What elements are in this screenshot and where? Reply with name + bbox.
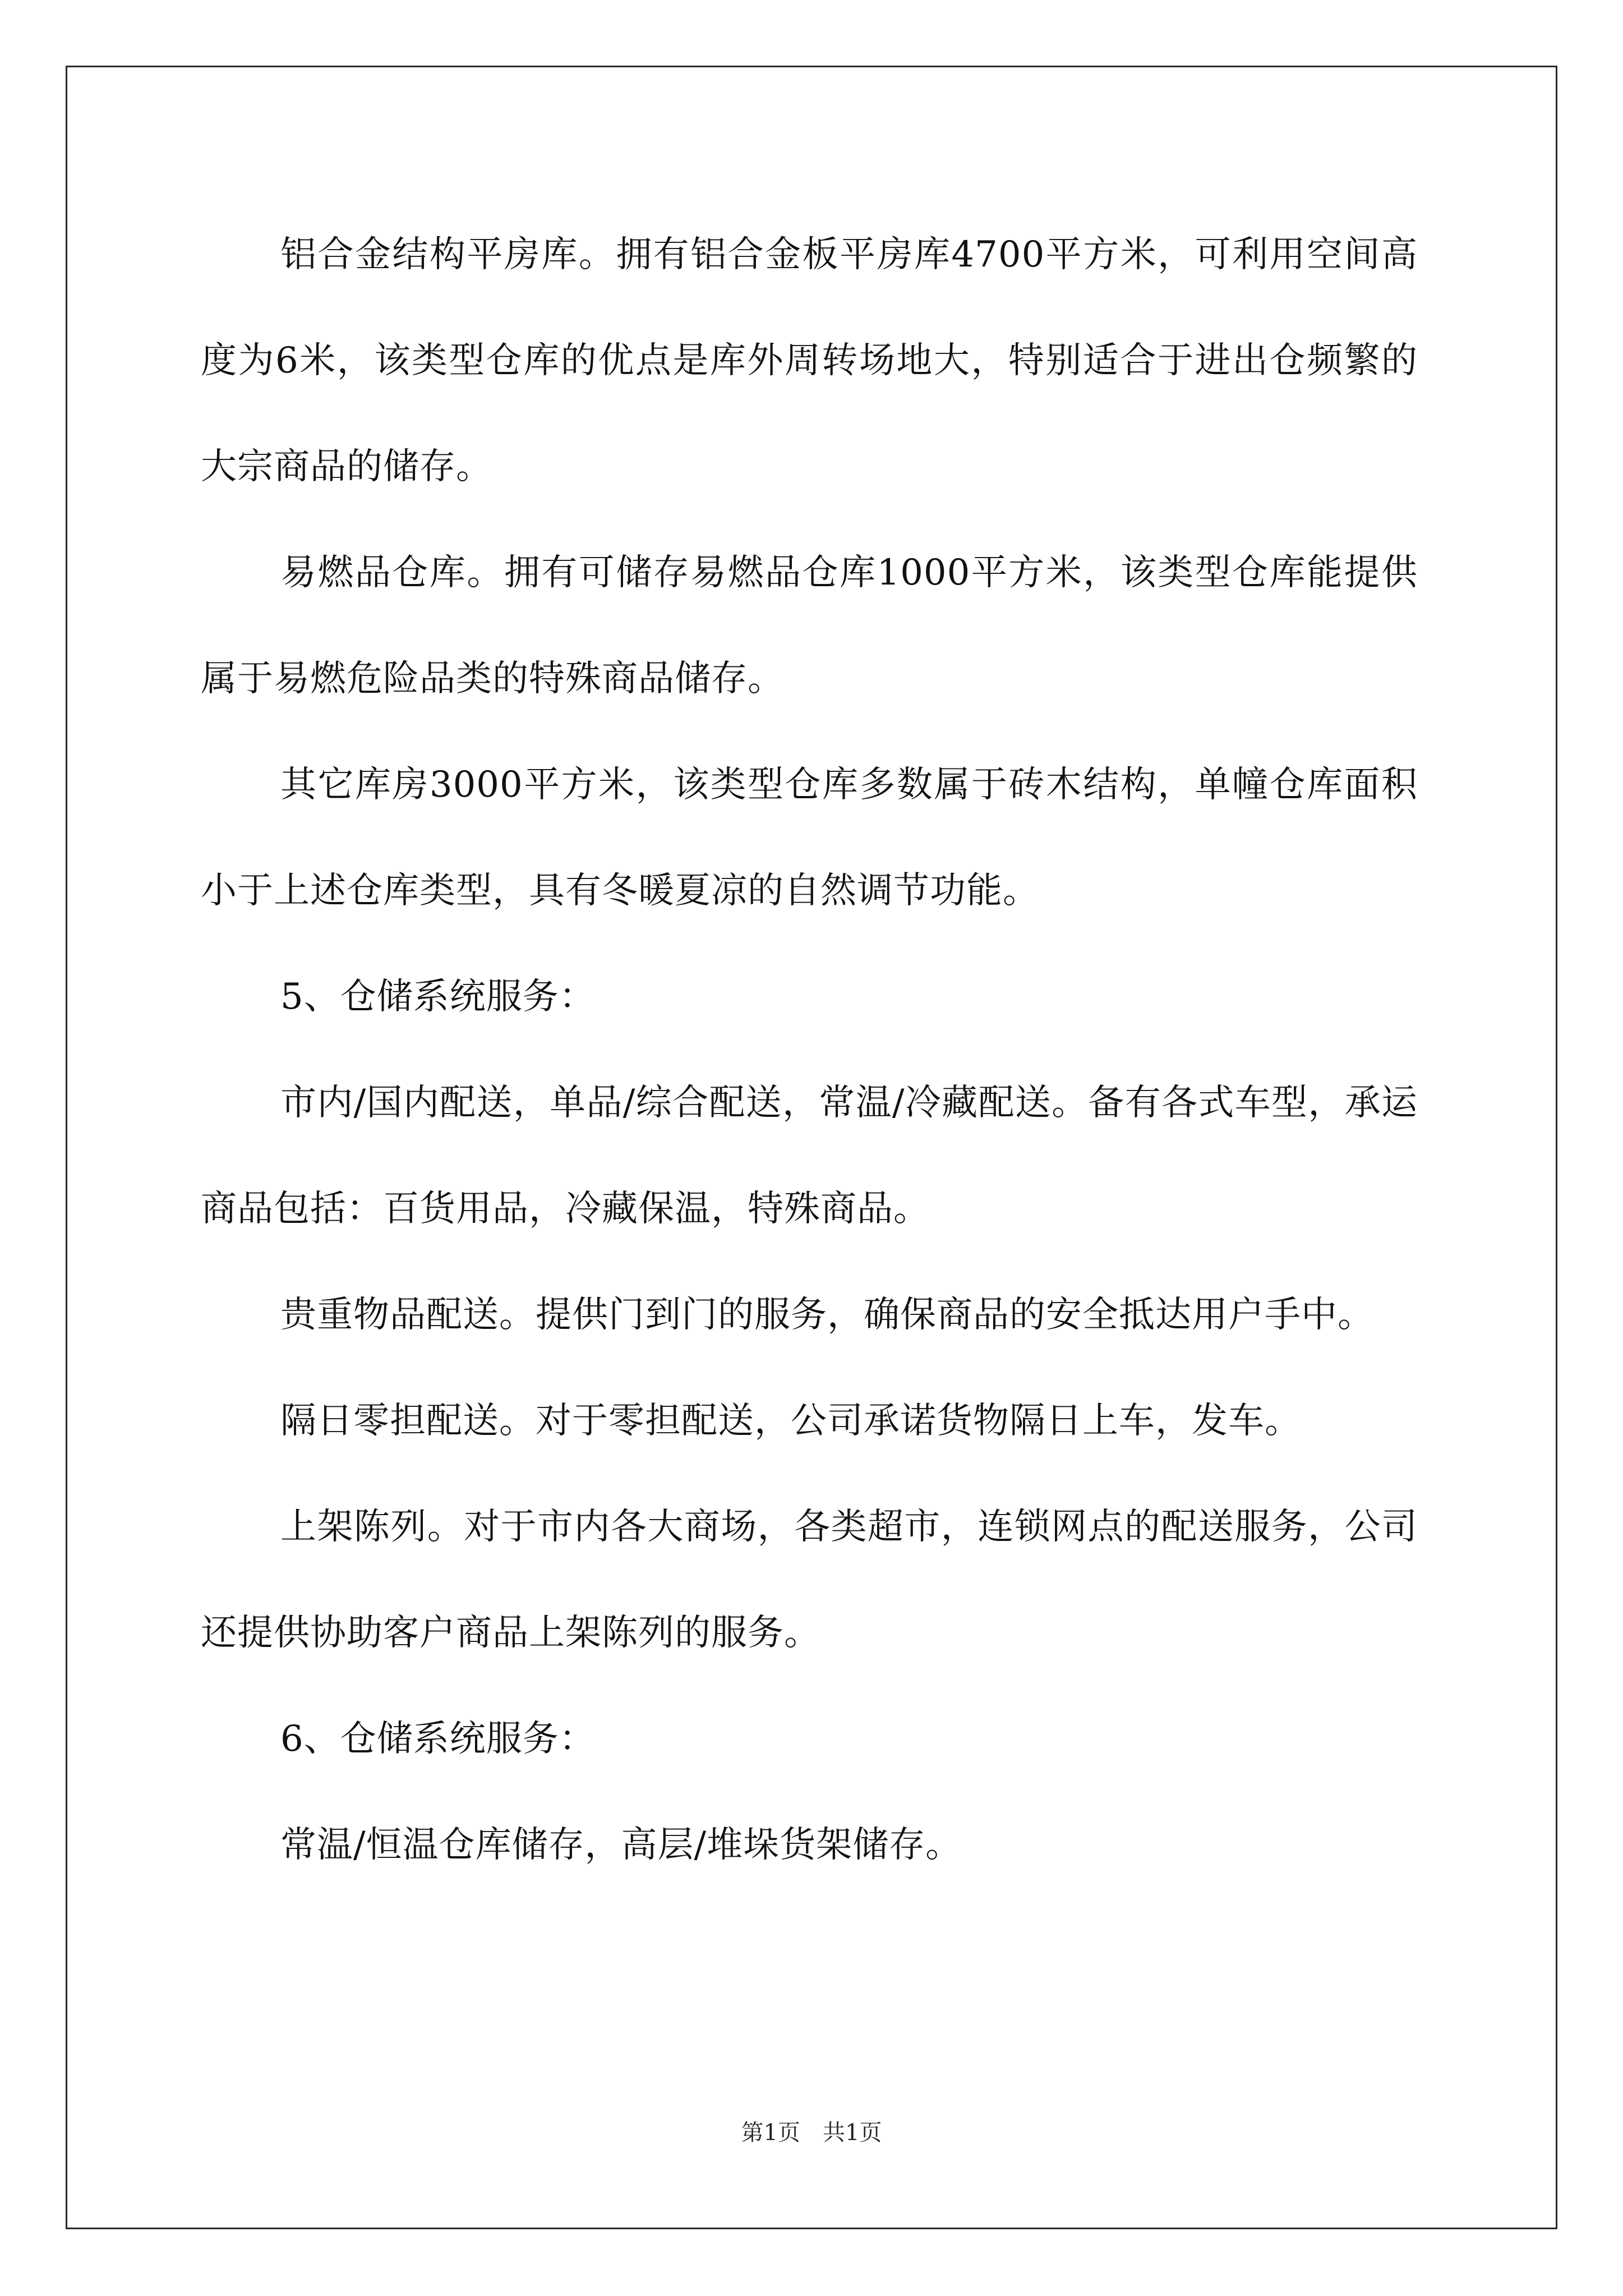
paragraph-storage-types: 常温/恒温仓库储存，高层/堆垛货架储存。 — [280, 1824, 962, 1866]
paragraph-aluminum-warehouse: 铝合金结构平房库。拥有铝合金板平房库4700平方米，可利用空间高度为6米，该类型仓库的优点是库外周转场地大，特别适合于进出仓频繁的大宗商品的储存。 — [201, 234, 1418, 487]
paragraph-ltl-delivery: 隔日零担配送。对于零担配送，公司承诺货物隔日上车，发车。 — [280, 1400, 1301, 1442]
heading-section-5: 5、仓储系统服务： — [280, 976, 596, 1018]
heading-section-6: 6、仓储系统服务： — [280, 1718, 596, 1760]
paragraph-valuables-delivery: 贵重物品配送。提供门到门的服务，确保商品的安全抵达用户手中。 — [280, 1294, 1374, 1336]
paragraph-shelf-display: 上架陈列。对于市内各大商场，各类超市，连锁网点的配送服务，公司还提供协助客户商品上架陈列的服务。 — [201, 1506, 1418, 1654]
paragraph-delivery-services: 市内/国内配送，单品/综合配送，常温/冷藏配送。备有各式车型，承运商品包括：百货用品，冷藏保温，特殊商品。 — [201, 1082, 1418, 1230]
paragraph-other-warehouses: 其它库房3000平方米，该类型仓库多数属于砖木结构，单幢仓库面积小于上述仓库类型，具有冬暖夏凉的自然调节功能。 — [201, 764, 1418, 912]
document-body — [201, 202, 1418, 1898]
paragraph-flammable-warehouse: 易燃品仓库。拥有可储存易燃品仓库1000平方米，该类型仓库能提供属于易燃危险品类的特殊商品储存。 — [201, 552, 1418, 700]
page-number-footer: 第1页 共1页 — [741, 2120, 882, 2146]
